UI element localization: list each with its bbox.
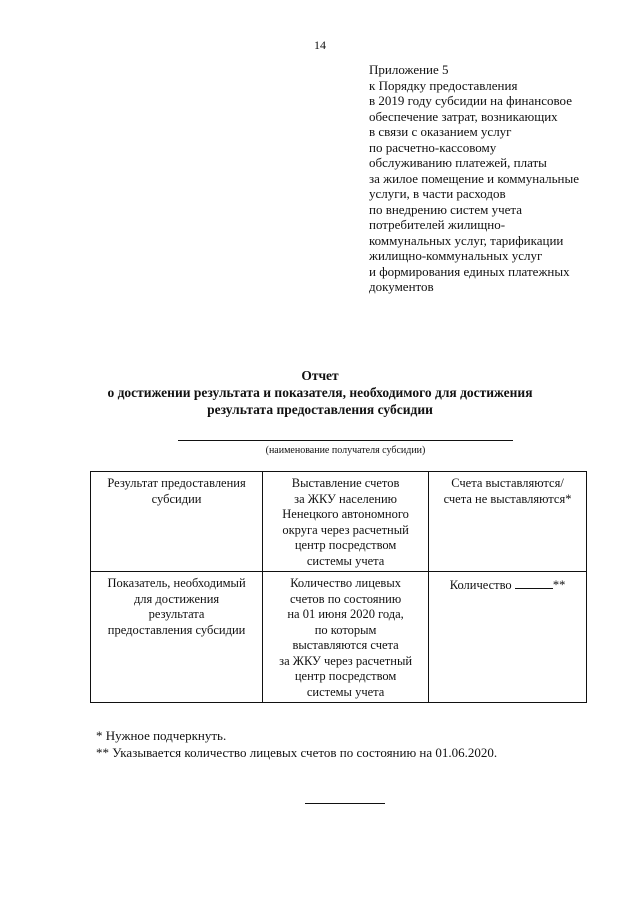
- report-title-line1: Отчет: [301, 368, 339, 383]
- cell-line: центр посредством: [294, 538, 397, 552]
- cell-line: счетов по состоянию: [289, 591, 402, 606]
- quantity-field: [433, 576, 582, 594]
- appendix-line: к Порядку предоставления: [369, 77, 518, 93]
- cell-line: результата: [148, 607, 205, 621]
- quantity-label: Количество: [449, 578, 512, 592]
- cell-line: субсидии: [151, 491, 202, 506]
- cell-line: по которым: [314, 622, 377, 637]
- table-cell: [91, 472, 263, 572]
- cell-line: округа через расчетный: [282, 522, 409, 537]
- cell-line: Показатель, необходимый: [107, 576, 246, 590]
- appendix-line: в связи с оказанием услуг: [369, 124, 512, 139]
- cell-line: Результат предоставления: [107, 476, 246, 490]
- appendix-line: обслуживанию платежей, платы: [369, 155, 547, 170]
- appendix-line: в 2019 году субсидии на финансовое: [369, 93, 572, 108]
- appendix-line: по внедрению систем учета: [369, 201, 523, 217]
- footnote-1: * Нужное подчеркнуть.: [96, 728, 227, 743]
- cell-line: за ЖКУ через расчетный: [279, 653, 413, 668]
- cell-line: Количество лицевых: [290, 576, 401, 590]
- report-title-line3: результата предоставления субсидии: [207, 402, 433, 417]
- appendix-line: по расчетно-кассовому: [369, 139, 497, 155]
- cell-line: Счета выставляются/: [451, 476, 564, 490]
- cell-line: для достижения: [133, 591, 220, 606]
- report-title: [0, 367, 640, 418]
- cell-line: предоставления субсидии: [107, 622, 246, 637]
- cell-line: системы учета: [306, 684, 385, 699]
- appendix-line: потребителей жилищно-: [369, 217, 506, 232]
- table-cell: [429, 472, 587, 572]
- recipient-caption: (наименование получателя субсидии): [265, 445, 426, 456]
- table-cell: [429, 572, 587, 703]
- cell-line: выставляются счета: [292, 638, 399, 652]
- appendix-line: Приложение 5: [369, 62, 449, 77]
- footnote-2: ** Указывается количество лицевых счетов по состоянию на 01.06.2020.: [96, 745, 498, 760]
- report-title-line2: о достижении результата и показателя, необходимого для достижения: [107, 385, 533, 400]
- quantity-footnote-marker: **: [552, 578, 566, 592]
- table-cell: [263, 472, 429, 572]
- table-row: [91, 472, 587, 572]
- cell-line: за ЖКУ населению: [294, 491, 398, 506]
- appendix-line: жилищно-коммунальных услуг: [369, 248, 543, 263]
- table-cell: [91, 572, 263, 703]
- appendix-line: документов: [369, 279, 434, 294]
- page-number: 14: [314, 38, 326, 52]
- appendix-line: услуги, в части расходов: [369, 186, 506, 201]
- end-separator-line: [305, 803, 385, 804]
- appendix-line: обеспечение затрат, возникающих: [369, 108, 558, 124]
- quantity-blank-line: [515, 576, 553, 589]
- cell-line: на 01 июня 2020 года,: [287, 607, 404, 621]
- table-row: [91, 572, 587, 703]
- table-cell: [263, 572, 429, 703]
- cell-line: Ненецкого автономного: [282, 507, 409, 521]
- cell-line: центр посредством: [294, 669, 397, 683]
- cell-line: системы учета: [306, 553, 385, 568]
- appendix-block: [369, 62, 619, 295]
- appendix-line: за жилое помещение и коммунальные: [369, 170, 579, 186]
- recipient-name-line: [178, 440, 513, 441]
- footnotes: [96, 727, 497, 761]
- cell-line: счета не выставляются*: [443, 491, 572, 506]
- appendix-line: и формирования единых платежных: [369, 263, 570, 279]
- appendix-line: коммунальных услуг, тарификации: [369, 232, 564, 248]
- cell-line: Выставление счетов: [291, 476, 400, 490]
- report-table: [90, 471, 587, 703]
